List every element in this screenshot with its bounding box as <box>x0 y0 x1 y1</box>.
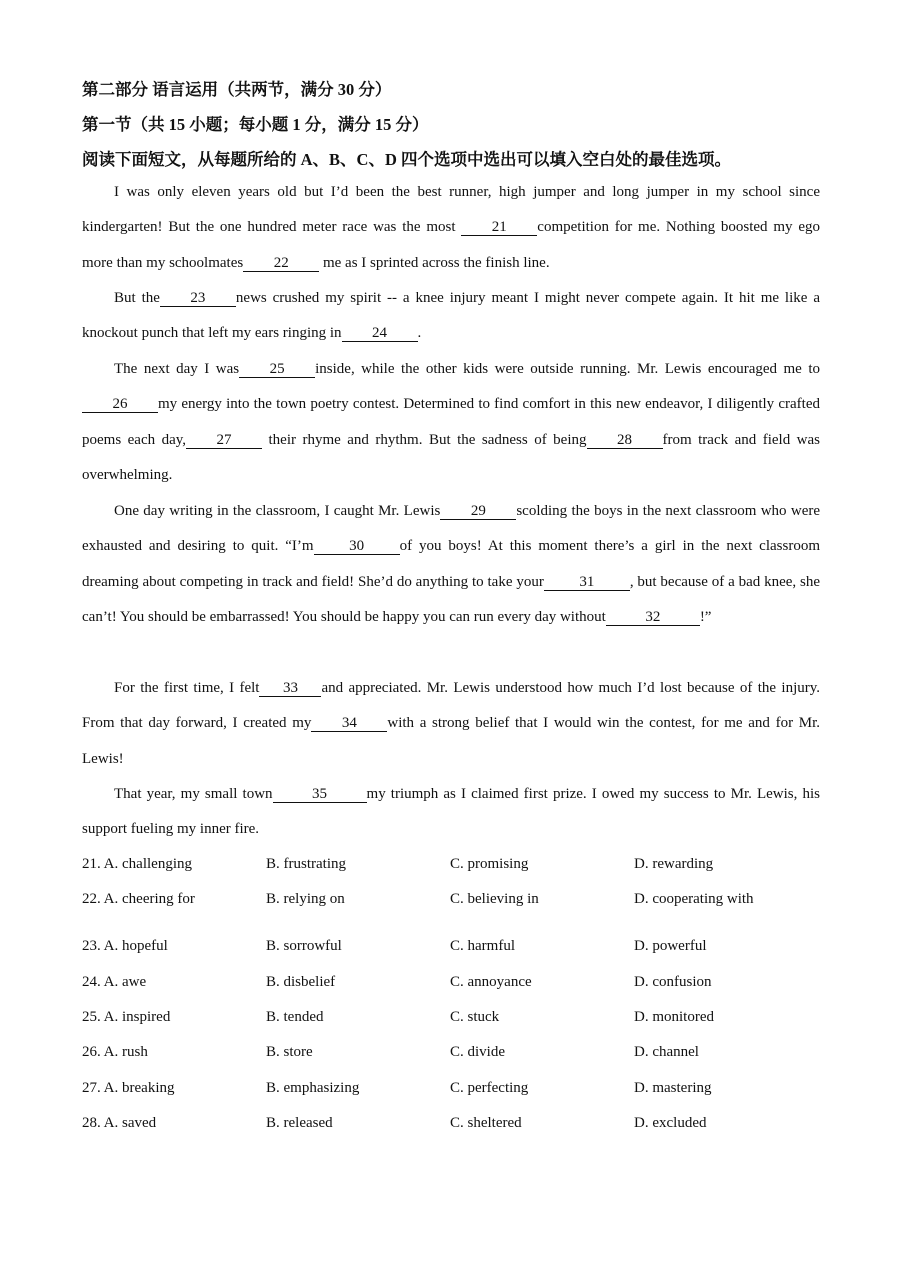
option-c: C. divide <box>450 1044 505 1060</box>
option-b: B. released <box>266 1115 333 1131</box>
question-26-options <box>0 1044 900 1074</box>
option-d: D. powerful <box>634 938 707 954</box>
passage-text: with a strong belief that I would win the contest, for me and for Mr. Lewis! <box>82 715 820 767</box>
option-d: D. channel <box>634 1044 699 1060</box>
option-b: B. frustrating <box>266 856 346 872</box>
part-title: 第二部分 语言运用（共两节，满分 30 分） <box>82 80 392 99</box>
option-c: C. annoyance <box>450 974 532 990</box>
option-c: C. stuck <box>450 1009 500 1025</box>
option-d: D. confusion <box>634 974 712 990</box>
option-a: 25. A. inspired <box>82 1009 171 1025</box>
option-b: B. tended <box>266 1009 324 1025</box>
blank-32: 32 <box>606 609 700 626</box>
option-a: 22. A. cheering for <box>82 891 195 907</box>
question-28-options <box>0 1115 900 1145</box>
option-c: C. promising <box>450 856 529 872</box>
blank-24: 24 <box>342 325 418 342</box>
passage-paragraph-4 <box>82 494 820 636</box>
option-c: C. believing in <box>450 891 539 907</box>
option-c: C. perfecting <box>450 1080 529 1096</box>
option-b: B. sorrowful <box>266 938 342 954</box>
passage-text: But the <box>114 290 160 306</box>
passage-text: I was only eleven years old but I’d been the best runner, high jumper and long jumper in my school since kindergarten! But the one hundred meter race was the most <box>82 184 820 236</box>
option-a: 23. A. hopeful <box>82 938 168 954</box>
question-25-options <box>0 1009 900 1039</box>
blank-31: 31 <box>544 574 630 591</box>
blank-26: 26 <box>82 396 158 413</box>
question-23-options <box>0 938 900 968</box>
passage-text: !” <box>699 609 712 626</box>
passage-text: from track and field was overwhelming. <box>82 431 821 484</box>
question-24-options <box>0 974 900 1004</box>
option-b: B. store <box>266 1044 313 1060</box>
blank-28: 28 <box>587 432 663 449</box>
section-title: 第一节（共 15 小题；每小题 1 分，满分 15 分） <box>82 115 429 134</box>
passage-text: For the first time, I felt <box>114 680 260 696</box>
option-d: D. cooperating with <box>634 891 754 907</box>
passage-text: me as I sprinted across the finish line. <box>319 254 550 271</box>
passage-paragraph-6 <box>82 777 820 848</box>
passage-text: The next day I was <box>114 361 240 377</box>
option-a: 26. A. rush <box>82 1044 148 1060</box>
option-b: B. disbelief <box>266 974 336 990</box>
passage-text: and appreciated. Mr. Lewis understood how much I’d lost because of the injury. From that day forward, I created my <box>82 680 821 732</box>
option-c: C. sheltered <box>450 1115 522 1131</box>
blank-22: 22 <box>243 255 319 272</box>
passage-text: my energy into the town poetry contest. Determined to find comfort in this new endeavor, I diligently crafted poems each day, <box>82 396 820 448</box>
option-c: C. harmful <box>450 938 515 954</box>
blank-30: 30 <box>314 538 400 555</box>
blank-33: 33 <box>259 680 321 697</box>
passage-paragraph-2 <box>82 281 820 352</box>
option-d: D. rewarding <box>634 856 714 872</box>
passage-text: scolding the boys in the next classroom who were exhausted and desiring to quit. “I’m <box>82 503 821 555</box>
question-27-options <box>0 1080 900 1110</box>
blank-34: 34 <box>311 715 387 732</box>
passage-text: their rhyme and rhythm. But the sadness of being <box>262 431 587 448</box>
question-22-options <box>0 891 900 921</box>
blank-27: 27 <box>186 432 262 449</box>
blank-29: 29 <box>440 503 516 520</box>
option-b: B. relying on <box>266 891 345 907</box>
passage-paragraph-3 <box>82 352 820 494</box>
passage-paragraph-1 <box>82 175 820 281</box>
blank-35: 35 <box>273 786 367 803</box>
option-a: 24. A. awe <box>82 974 147 990</box>
instructions: 阅读下面短文，从每题所给的 A、B、C、D 四个选项中选出可以填入空白处的最佳选项。 <box>82 150 732 169</box>
option-b: B. emphasizing <box>266 1080 360 1096</box>
passage-text: . <box>417 325 422 342</box>
option-a: 27. A. breaking <box>82 1080 175 1096</box>
passage-text: competition for me. Nothing boosted my ego more than my schoolmates <box>82 219 820 271</box>
option-a: 21. A. challenging <box>82 856 192 872</box>
blank-21: 21 <box>461 219 537 236</box>
passage-text: One day writing in the classroom, I caught Mr. Lewis <box>114 503 441 519</box>
passage-paragraph-5 <box>82 671 820 777</box>
option-a: 28. A. saved <box>82 1115 157 1131</box>
blank-23: 23 <box>160 290 236 307</box>
question-21-options <box>0 856 900 886</box>
passage-text: That year, my small town <box>114 786 273 802</box>
passage-text: my triumph as I claimed first prize. I owed my success to Mr. Lewis, his support fueling my inner fire. <box>82 786 820 838</box>
option-d: D. excluded <box>634 1115 707 1131</box>
passage-text: of you boys! At this moment there’s a girl in the next classroom dreaming about competing in track and field! She’d do anything to take your <box>82 538 820 590</box>
option-d: D. mastering <box>634 1080 712 1096</box>
option-d: D. monitored <box>634 1009 714 1025</box>
passage-text: inside, while the other kids were outside running. Mr. Lewis encouraged me to <box>315 361 820 377</box>
passage-text: , but because of a bad knee, she can’t! You should be embarrassed! You should be happy you can run every day without <box>82 573 820 626</box>
blank-25: 25 <box>239 361 315 378</box>
passage-text: news crushed my spirit -- a knee injury meant I might never compete again. It hit me like a knockout punch that left my ears ringing in <box>82 290 820 342</box>
